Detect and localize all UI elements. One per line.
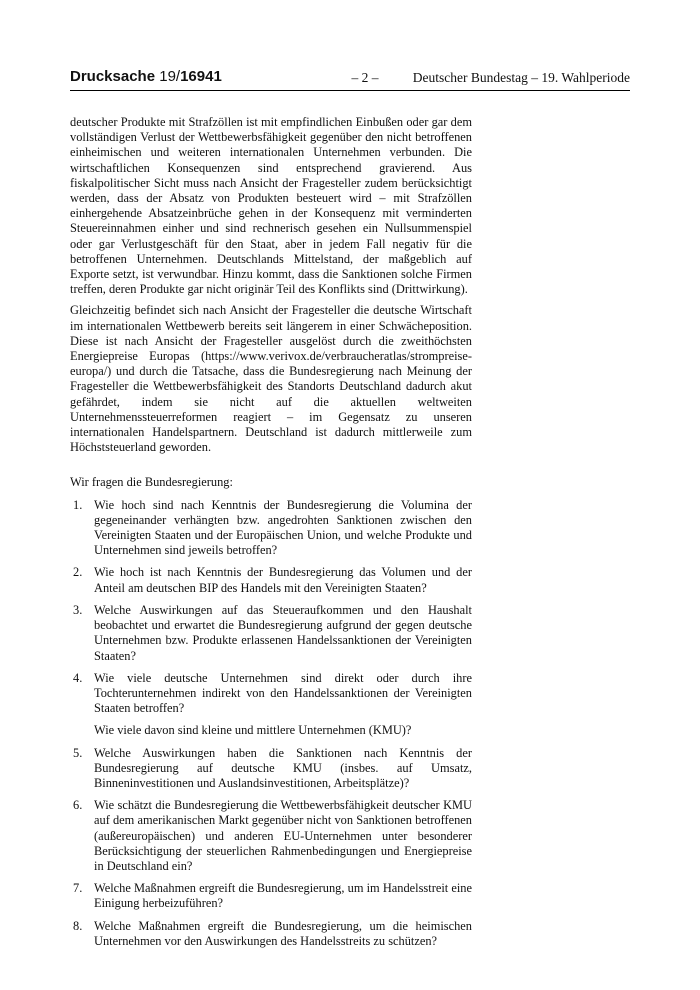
doc-prefix: 19/ — [159, 68, 181, 85]
question-number: 2. — [73, 565, 83, 580]
question-item — [70, 498, 472, 559]
parliament-label: Deutscher Bundestag – 19. Wahlperiode — [412, 70, 630, 85]
question-number: 4. — [73, 670, 83, 685]
question-number: 8. — [73, 918, 83, 933]
question-text: Wie schätzt die Bundesregierung die Wettbewerbsfähigkeit deutscher KMU auf dem amerikanischen Markt gegenüber nicht von Sanktionen betroffenen (außereuropäischen) und anderen EU-Unternehmen unter besonderer Berücksichtigung der steuerlichen Rahmenbedingungen und Energiepreise in Deutschland ein? — [94, 798, 472, 873]
question-text: Welche Maßnahmen ergreift die Bundesregierung, um im Handelsstreit eine Einigung herbeizuführen? — [94, 881, 472, 911]
question-number: 3. — [73, 602, 83, 617]
question-text: Wie viele deutsche Unternehmen sind direkt oder durch ihre Tochterunternehmen indirekt von den Handelssanktionen der Vereinigten Staaten betroffen? — [94, 670, 472, 716]
question-text: Wie hoch sind nach Kenntnis der Bundesregierung die Volumina der gegeneinander verhängten bzw. angedrohten Sanktionen zwischen den Vereinigten Staaten und der Europäischen Union, und welche Produkte und Unternehmen sind jeweils betroffen? — [94, 497, 472, 558]
question-text: Wie hoch ist nach Kenntnis der Bundesregierung das Volumen und der Anteil am deutschen BIP des Handels mit den Vereinigten Staaten? — [94, 565, 472, 595]
question-item — [70, 671, 472, 739]
question-item — [70, 565, 472, 595]
question-number: 7. — [73, 881, 83, 896]
document-body — [70, 115, 472, 956]
question-item — [70, 881, 472, 911]
doc-number: 16941 — [180, 68, 222, 85]
question-number: 6. — [73, 798, 83, 813]
paragraph: deutscher Produkte mit Strafzöllen ist mit empfindlichen Einbußen oder gar dem vollständigen Verlust der Wettbewerbsfähigkeit gegenüber den nicht betroffenen einheimischen und weiteren internationalen Unternehmen verbunden. Die wirtschaftlichen Konsequenzen sind entsprechend gravierend. Aus fiskalpolitischer Sicht muss nach Ansicht der Fragesteller zudem berücksichtigt werden, dass der Absatz von Produkten besteuert wird – mit Strafzöllen einhergehende Absatzeinbrüche gehen in der Konsequenz mit verminderten Steuereinnahmen einher und sind rechnerisch gesehen ein Nullsummenspiel oder gar Verlustgeschäft für den Staat, aber in jedem Fall negativ für die betroffenen Unternehmen. Deutschlands Mittelstand, der maßgeblich auf Exporte setzt, ist verwundbar. Hinzu kommt, dass die Sanktionen solche Firmen treffen, deren Produkte gar nicht originär Teil des Konflikts sind (Drittwirkung). — [70, 115, 472, 297]
doc-label: Drucksache — [70, 68, 156, 85]
paragraph: Gleichzeitig befindet sich nach Ansicht der Fragesteller die deutsche Wirtschaft im internationalen Wettbewerb bereits seit längerem in einer Schwächeposition. Diese ist nach Ansicht der Fragesteller ausgelöst durch die zweithöchsten Energiepreise Europas (https://www.verivox.de/verbraucheratlas/strompreise-europa/) und durch die Tatsache, dass die Bundesregierung nach Meinung der Fragesteller die Wettbewerbsfähigkeit des Standorts Deutschland dadurch akut gefährdet, indem sie nicht auf die aktuellen weltweiten Unternehmenssteuerreformen reagiert – im Gegensatz zu unseren internationalen Handelspartnern. Deutschland ist dadurch mittlerweile zum Höchststeuerland geworden. — [70, 303, 472, 455]
page-header — [70, 66, 630, 91]
question-item — [70, 798, 472, 874]
question-item — [70, 746, 472, 792]
question-subtext: Wie viele davon sind kleine und mittlere Unternehmen (KMU)? — [94, 723, 412, 738]
question-number: 1. — [73, 497, 83, 512]
question-text: Welche Auswirkungen haben die Sanktionen nach Kenntnis der Bundesregierung auf deutsche KMU (insbes. auf Umsatz, Binneninvestitionen und Auslandsinvestitionen, Arbeitsplätze)? — [94, 745, 472, 790]
question-number: 5. — [73, 745, 83, 760]
questions-intro: Wir fragen die Bundesregierung: — [70, 475, 233, 490]
question-item — [70, 603, 472, 664]
question-text: Welche Maßnahmen ergreift die Bundesregierung, um die heimischen Unternehmen vor den Auswirkungen des Handelsstreits zu schützen? — [94, 918, 472, 948]
page-number: – 2 – — [351, 70, 379, 85]
question-text: Welche Auswirkungen auf das Steueraufkommen und den Haushalt beobachtet und erwartet die Bundesregierung aufgrund der gegen deutsche Unternehmen bzw. Produkte erlassenen Handelssanktionen der Vereinigten Staaten? — [94, 602, 472, 663]
question-item — [70, 919, 472, 949]
